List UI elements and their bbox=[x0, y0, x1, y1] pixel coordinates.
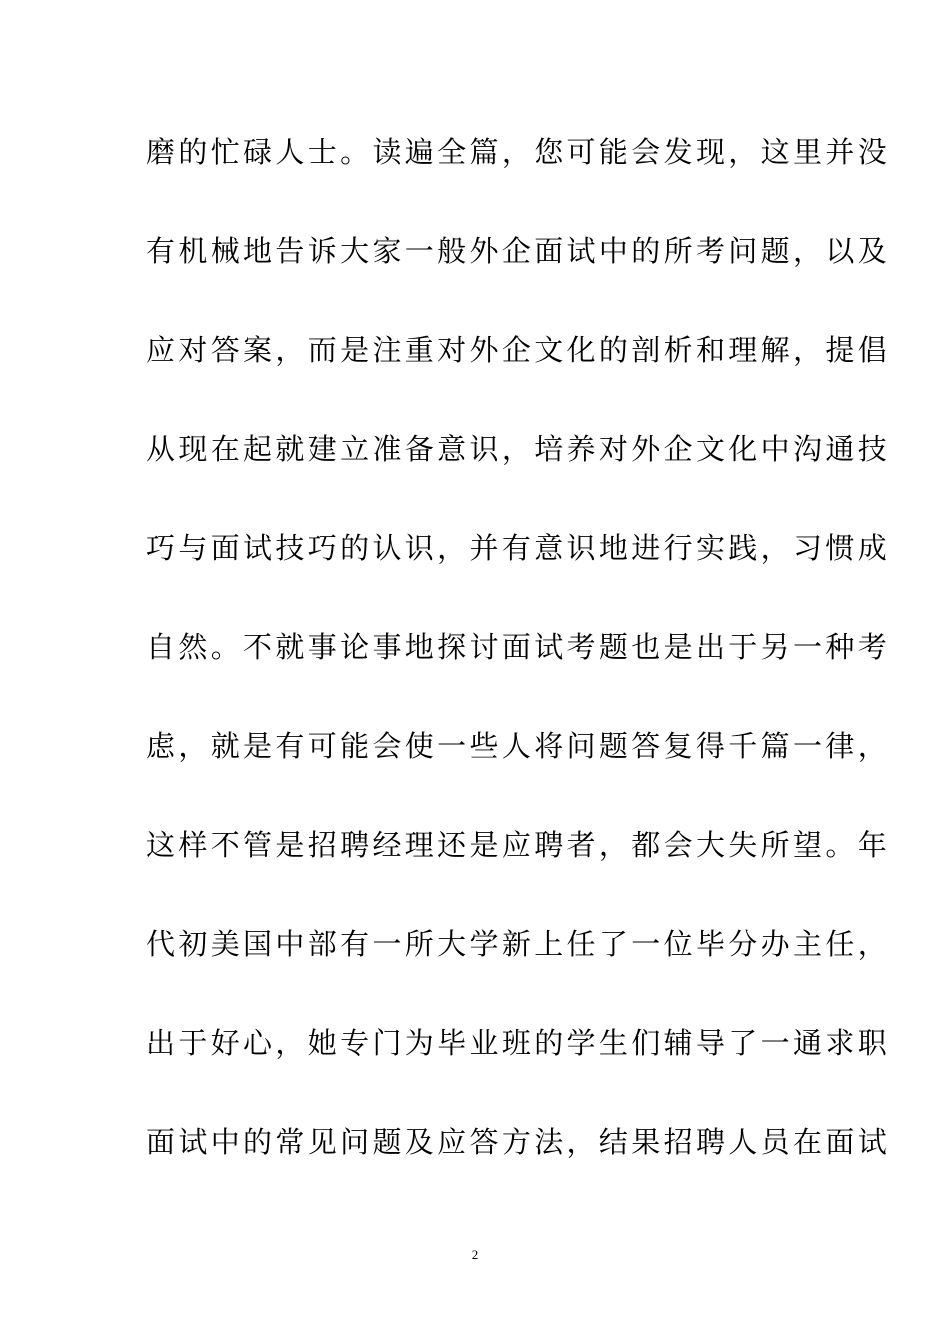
text-line: 自然。不就事论事地探讨面试考题也是出于另一种考 bbox=[146, 630, 891, 664]
text-line: 巧与面试技巧的认识，并有意识地进行实践，习惯成 bbox=[146, 531, 891, 565]
text-line: 从现在起就建立准备意识，培养对外企文化中沟通技 bbox=[146, 432, 891, 466]
text-line: 有机械地告诉大家一般外企面试中的所考问题，以及 bbox=[146, 234, 891, 268]
body-text bbox=[146, 128, 891, 1217]
text-line: 出于好心，她专门为毕业班的学生们辅导了一通求职 bbox=[146, 1026, 891, 1060]
text-line: 磨的忙碌人士。读遍全篇，您可能会发现，这里并没 bbox=[146, 135, 891, 169]
page-number: 2 bbox=[471, 1247, 479, 1262]
text-line: 代初美国中部有一所大学新上任了一位毕分办主任， bbox=[146, 927, 891, 961]
text-line: 虑，就是有可能会使一些人将问题答复得千篇一律， bbox=[146, 729, 891, 763]
text-line: 面试中的常见问题及应答方法，结果招聘人员在面试 bbox=[146, 1125, 891, 1159]
text-line: 应对答案，而是注重对外企文化的剖析和理解，提倡 bbox=[146, 333, 891, 367]
text-line: 这样不管是招聘经理还是应聘者，都会大失所望。年 bbox=[146, 828, 891, 862]
